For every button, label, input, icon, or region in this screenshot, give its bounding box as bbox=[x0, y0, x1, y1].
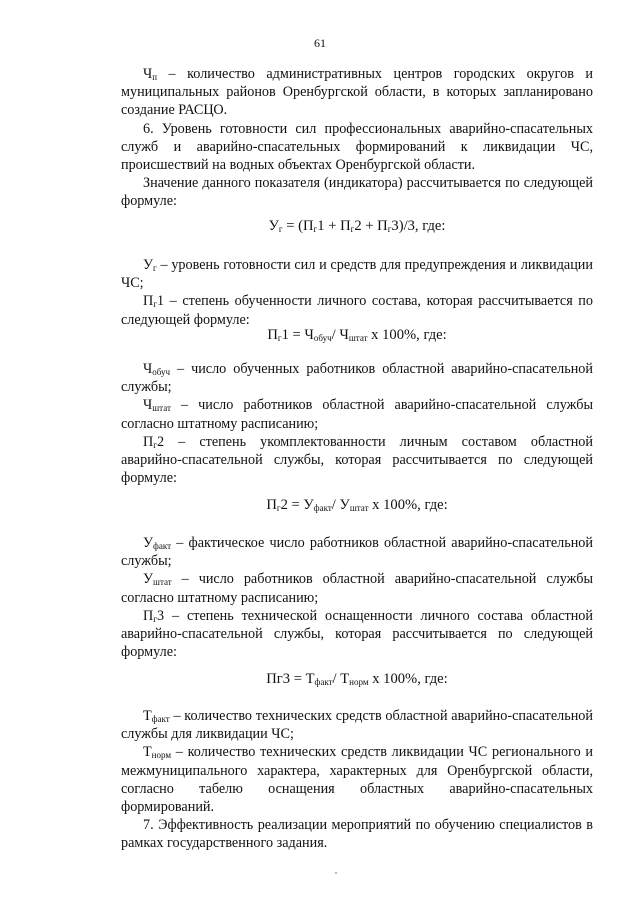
definition-chsh: $Ч_{штат}$ – число работников областной аварийно-спасательной службы согласно штатному расписанию; bbox=[121, 397, 593, 432]
formula-pg1: $П_г1 = Ч_{обуч}/$ $Ч_{штат}$ х 100%, где: bbox=[267, 327, 447, 343]
scan-speck bbox=[335, 872, 337, 874]
definition-pg3: $П_г3$ – степень технической оснащенности личного состава областной аварийно-спасательной службы, которая рассчитывается по следующей формуле: bbox=[121, 607, 593, 661]
item-7: 7. Эффективность реализации мероприятий по обучению специалистов в рамках государственного задания. bbox=[121, 817, 593, 852]
definition-chob: $Ч_{обуч}$ – число обученных работников областной аварийно-спасательной службы; bbox=[121, 361, 593, 396]
item-6: 6. Уровень готовности сил профессиональных аварийно-спасательных служб и аварийно-спасательных формирований к ликвидации ЧС, происшествий на водных объектах Оренбургской области. bbox=[121, 120, 593, 174]
definition-uf: $У_{факт}$ – фактическое число работников областной аварийно-спасательной службы; bbox=[121, 535, 593, 570]
formula-main: $У_г = (П_г1 + П_г2 + П_г3)/3$, где: bbox=[268, 218, 446, 234]
definition-tn: $Т_{норм}$ – количество технических средств ликвидации ЧС регионального и межмуниципального характера, характерных для Оренбургской области, согласно табелю оснащения областных аварийно-спасательных формирований. bbox=[121, 744, 593, 816]
formula-intro: Значение данного показателя (индикатора) рассчитывается по следующей формуле: bbox=[121, 175, 593, 210]
text-block-2 bbox=[121, 256, 593, 329]
definition-tf: $Т_{факт}$ – количество технических средств областной аварийно-спасательной службы для ликвидации ЧС; bbox=[121, 708, 593, 743]
text-block-5 bbox=[121, 707, 593, 853]
definition-chp: $Ч_п$ – количество административных центров городских округов и муниципальных районов Оренбургской области, в которых запланировано создание РАСЦО. bbox=[121, 66, 593, 119]
definition-pg1: $П_г1$ – степень обученности личного состава, которая рассчитывается по следующей формуле: bbox=[121, 293, 593, 328]
page-number: 61 bbox=[314, 36, 326, 50]
definition-ush: $У_{штат}$ – число работников областной аварийно-спасательной службы согласно штатному расписанию; bbox=[121, 571, 593, 606]
formula-pg2: $П_г2 = У_{факт}/$ $У_{штат}$ х 100%, где: bbox=[266, 497, 448, 513]
text-block-1 bbox=[121, 65, 593, 211]
formula-pg3: $Пг3 = Т_{факт}/$ $Т_{норм}$ х 100%, где: bbox=[266, 671, 448, 687]
text-block-3 bbox=[121, 360, 593, 487]
definition-pg2: $П_г2$ – степень укомплектованности личным составом областной аварийно-спасательной службы, которая рассчитывается по следующей формуле: bbox=[121, 433, 593, 487]
definition-ug: $У_г$ – уровень готовности сил и средств для предупреждения и ликвидации ЧС; bbox=[121, 257, 593, 292]
text-block-4 bbox=[121, 534, 593, 661]
